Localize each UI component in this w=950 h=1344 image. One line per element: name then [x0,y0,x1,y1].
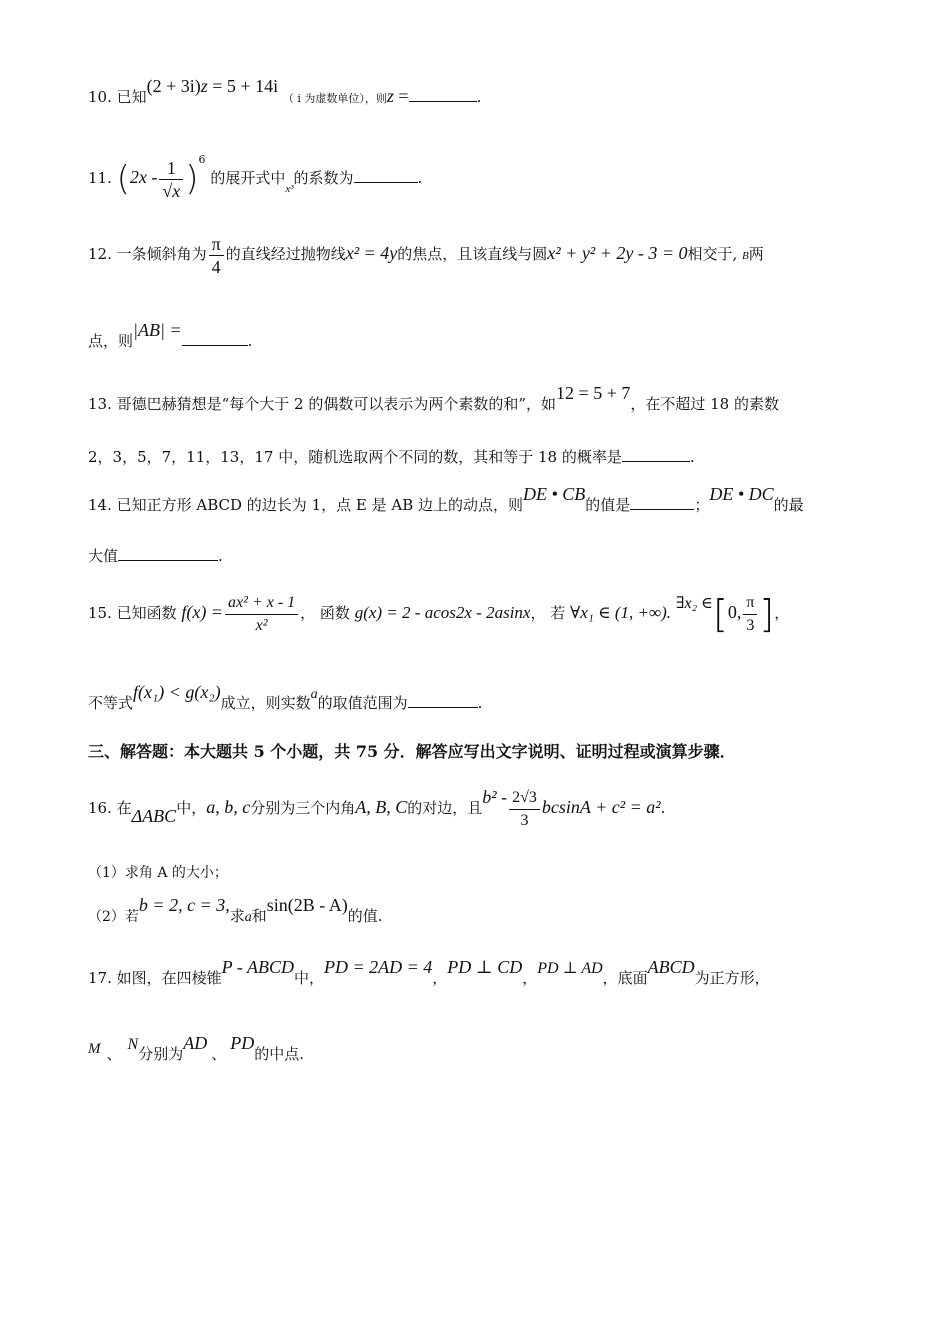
q15-g: g(x) = 2 - acos2x - 2asinx [354,603,531,622]
question-17 [88,957,770,989]
q13-example: 12 = 5 + 7 [556,383,631,403]
q16-part2-cond: b = 2, c = 3, [138,895,230,915]
q12-text3: 相交于, [687,245,738,263]
section-3-heading: 三、解答题：本大题共 5 个小题，共 75 分．解答应写出文字说明、证明过程或演算步骤． [88,742,736,761]
q16-fraction [509,787,540,832]
q16-angles: A, B, C [355,797,408,817]
q14-answer-blank-1[interactable] [630,495,694,510]
q12-angle-num: π [209,233,224,256]
q15-f-fraction [225,592,298,637]
q15-f-num: ax² + x - 1 [225,592,298,615]
q16-text1: 中， [176,799,207,817]
q12-answer-blank[interactable] [182,331,248,346]
q17-sep3: 、 [106,1045,122,1063]
question-10 [88,76,482,109]
q12-abs: |AB| = [133,320,182,340]
q15-end: . [477,694,483,712]
question-13 [88,383,779,414]
q10-z: z [386,86,394,106]
q17-number: 17. 如图，在四棱锥 [88,969,222,987]
q11-exponent: 6 [198,153,206,166]
q16-part2-expr: sin(2B - A) [266,895,348,915]
q15-int-num: π [743,592,757,615]
q15-f: f(x) = [181,602,224,622]
question-13-line2 [88,447,695,467]
q12-text1: 的直线经过抛物线 [225,245,346,263]
q11-fraction [159,157,183,202]
q17-N: N [127,1036,139,1053]
q17-sep4: 、 [211,1045,227,1063]
q12-parabola: x² = 4y [345,243,398,263]
q17-base: ABCD [647,957,695,977]
q16-end: . [660,799,666,817]
q17-text5: 的中点. [254,1045,304,1063]
q16-part1: （1）求角 A 的大小； [88,865,228,881]
q16-frac-den: 3 [520,811,529,829]
q10-number: 10. 已知 [88,88,147,106]
q16-part2-b: 求 [229,907,245,925]
question-16 [88,780,665,834]
question-12 [88,228,764,278]
q15-text1: ， 函数 [300,604,350,622]
q16-part2-c: 和 [251,907,267,925]
q10-eq-rhs: = 5 + 14i [207,76,279,96]
q17-AD: AD [183,1033,208,1053]
q16-number: 16. 在 [88,799,132,817]
q11-answer-blank[interactable] [354,168,418,183]
q12-point: B [742,250,749,262]
q15-text2: ， 若 [530,604,566,622]
question-12-line2 [88,320,253,351]
q11-number: 11. [88,169,112,187]
q11-term: x³ [285,183,294,195]
q16-expr-b: bcsinA + c² = a² [541,797,661,817]
q15-line2-a: 不等式 [88,694,134,712]
q11-paren-left: ( [116,159,130,199]
q12-circle: x² + y² + 2y - 3 = 0 [547,243,688,263]
question-17-line2 [88,1033,304,1065]
q11-paren-right: ) [185,159,199,199]
question-15-line2 [88,682,483,715]
q13-end: . [689,448,695,466]
q15-a: a [310,687,318,702]
q13-line2: 2，3，5，7，11，13，17 中，随机选取两个不同的数，其和等于 18 的概率是 [88,448,622,466]
q13-line1-a: 13. 哥德巴赫猜想是“每个大于 2 的偶数可以表示为两个素数的和”，如 [88,395,557,413]
q11-inner: 2x - [129,167,158,187]
q10-note: （ i 为虚数单位），则 [282,92,387,105]
q17-text4: 分别为 [138,1045,184,1063]
q15-bracket-right: ] [759,592,775,636]
q15-line2-b: 成立，则实数 [220,694,311,712]
q13-answer-blank[interactable] [622,447,690,462]
q12-angle-den: 4 [211,256,221,277]
q17-M: M [88,1041,101,1057]
q11-end: . [417,169,423,187]
q14-expr1: DE • CB [523,484,586,504]
q14-line1-b: 的值是 [585,496,631,514]
q17-text1: 中， [293,969,324,987]
q14-line1-a: 14. 已知正方形 ABCD 的边长为 1，点 E 是 AB 边上的动点，则 [88,496,523,514]
q15-int-a: 0, [727,602,742,622]
q15-exists: ∃x₂ ∈ [675,595,713,612]
q16-vars: a, b, c [206,797,251,817]
q12-text4: 两 [748,245,764,263]
q10-eq: = [393,86,409,106]
q15-answer-blank[interactable] [408,693,478,708]
q15-int-fraction [743,592,757,637]
q11-frac-num: 1 [159,157,183,180]
q17-cond2: PD ⊥ CD [447,957,523,977]
q14-end: . [218,547,223,565]
q16-tri: ΔABC [131,806,177,826]
q14-answer-blank-2[interactable] [118,546,218,561]
q14-expr2: DE • DC [709,484,774,504]
q17-cond1: PD = 2AD = 4 [323,957,433,977]
q14-line2: 大值 [88,547,119,565]
q15-int-den: 3 [746,616,755,634]
q16-part2-d: 的值. [347,907,383,925]
q14-line1-c: 的最 [773,496,804,514]
q17-sep1: ， [432,969,448,987]
q12-angle [209,233,224,278]
q12-text2: 的焦点，且该直线与圆 [397,245,548,263]
q17-pyramid: P - ABCD [221,957,294,977]
q12-number: 12. 一条倾斜角为 [88,245,207,263]
question-11 [88,152,423,201]
q16-part2-var: a [244,910,252,925]
q15-number: 15. 已知函数 [88,604,177,622]
q10-end: . [476,88,482,106]
q15-ineq: f(x₁) < g(x₂) [133,682,221,702]
q17-cond3: PD ⊥ AD [537,960,603,977]
q15-comma: ， [774,604,790,622]
q10-answer-blank[interactable] [409,87,477,102]
q15-bracket-left: [ [712,592,728,636]
q16-part2-a: （2）若 [88,909,139,925]
q16-text3: 的对边，且 [407,799,483,817]
question-14 [88,484,804,515]
q17-text2: ，底面 [602,969,648,987]
q17-PD: PD [230,1033,255,1053]
q15-forall: ∀x₁ ∈ (1, +∞). [570,603,672,622]
q11-text1: 的展开式中 [210,169,286,187]
q17-sep2: ， [522,969,538,987]
q16-text2: 分别为三个内角 [250,799,356,817]
q12-line2-a: 点，则 [88,332,134,350]
q14-sep: ； [694,496,710,514]
q16-frac-num: 2√3 [509,787,540,810]
q11-frac-den: √x [162,180,181,201]
q16-expr-a: b² - [482,787,508,807]
q17-text3: 为正方形， [694,969,770,987]
q15-f-den: x² [255,616,268,634]
q12-end: . [247,332,253,350]
q11-text2: 的系数为 [293,169,354,187]
q16-part2 [88,895,383,928]
q10-eq-lhs: (2 + 3i) [146,76,201,96]
question-14-line2 [88,546,223,566]
question-15 [88,584,789,640]
q15-line2-c: 的取值范围为 [317,694,408,712]
q13-line1-b: ，在不超过 18 的素数 [630,395,779,413]
q10-eq-z: z [200,76,208,96]
